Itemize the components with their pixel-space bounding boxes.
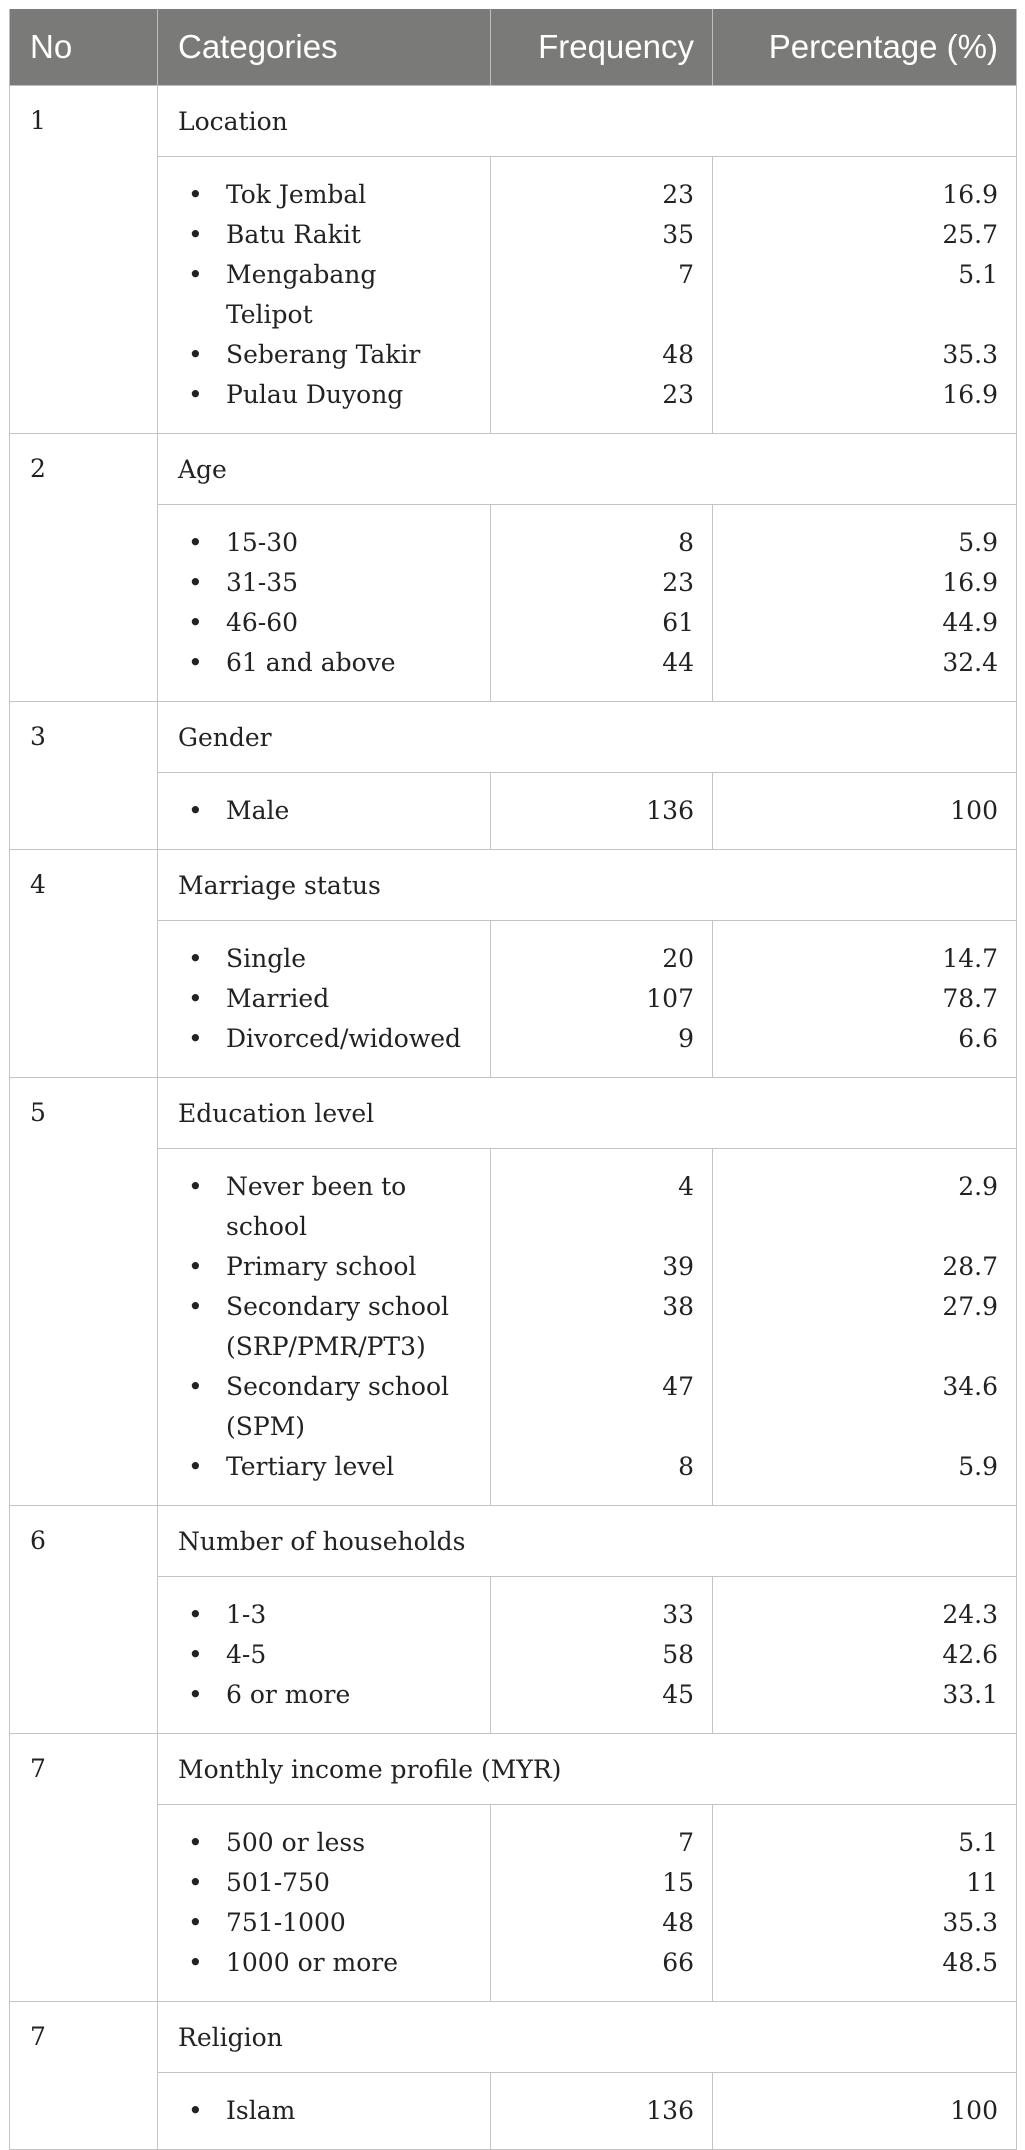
frequency-value: 23 [662, 568, 694, 597]
frequency-cell [491, 921, 713, 1078]
item-label: Married [226, 984, 330, 1013]
frequency-value: 23 [662, 180, 694, 209]
item-labels-cell [158, 1805, 491, 2002]
item-label: 501-750 [226, 1868, 330, 1897]
item-label: Tok Jembal [226, 180, 367, 209]
items-row [10, 505, 1017, 702]
bullet-icon: • [188, 1600, 203, 1629]
frequency-value: 15 [662, 1868, 694, 1897]
list-item [188, 1595, 490, 1635]
frequency-value [491, 1207, 694, 1247]
percentage-value: 35.3 [942, 340, 998, 369]
percentage-value: 5.1 [958, 260, 998, 289]
list-item [188, 523, 490, 563]
frequency-value: 35 [662, 220, 694, 249]
bullet-icon: • [188, 380, 203, 409]
item-label: school [226, 1212, 308, 1241]
list-item [188, 1447, 490, 1487]
category-row [10, 2002, 1017, 2073]
items-row [10, 1149, 1017, 1506]
item-label: 500 or less [226, 1828, 366, 1857]
item-label: Batu Rakit [226, 220, 361, 249]
list-item [188, 1903, 490, 1943]
item-label: Secondary school [226, 1372, 450, 1401]
bullet-icon: • [188, 1024, 203, 1053]
item-labels-cell [158, 157, 491, 434]
frequency-value: 8 [678, 1452, 694, 1481]
category-row [10, 86, 1017, 157]
percentage-value: 33.1 [942, 1680, 998, 1709]
frequency-value: 136 [646, 796, 694, 825]
list-item [188, 335, 490, 375]
frequency-value: 45 [662, 1680, 694, 1709]
percentage-value: 16.9 [942, 180, 998, 209]
list-item [188, 1943, 490, 1983]
category-row [10, 1078, 1017, 1149]
category-label: Location [158, 86, 1017, 157]
header-frequency: Frequency [491, 9, 713, 86]
items-row [10, 773, 1017, 850]
list-item [188, 1287, 490, 1327]
frequency-value: 107 [646, 984, 694, 1013]
percentage-value: 35.3 [942, 1908, 998, 1937]
bullet-icon: • [188, 1252, 203, 1281]
items-row [10, 157, 1017, 434]
frequency-cell [491, 1805, 713, 2002]
percentage-value: 5.1 [958, 1828, 998, 1857]
bullet-icon: • [188, 608, 203, 637]
frequency-cell [491, 1149, 713, 1506]
frequency-value: 33 [662, 1600, 694, 1629]
percentage-cell [713, 1149, 1017, 1506]
item-label: Mengabang [226, 260, 377, 289]
percentage-value: 5.9 [958, 528, 998, 557]
bullet-icon: • [188, 1372, 203, 1401]
frequency-value: 9 [678, 1024, 694, 1053]
item-label: Male [226, 796, 290, 825]
row-number: 7 [10, 1734, 158, 2002]
percentage-value: 32.4 [942, 648, 998, 677]
frequency-value [491, 1327, 694, 1367]
item-labels-cell [158, 2073, 491, 2150]
item-label: (SRP/PMR/PT3) [226, 1332, 426, 1361]
frequency-value: 7 [678, 1828, 694, 1857]
item-label: Primary school [226, 1252, 417, 1281]
list-item [188, 175, 490, 215]
bullet-icon: • [188, 260, 203, 289]
row-number: 3 [10, 702, 158, 850]
list-item [188, 1207, 490, 1247]
row-number: 6 [10, 1506, 158, 1734]
list-item [188, 1367, 490, 1407]
list-item [188, 1327, 490, 1367]
percentage-value: 27.9 [942, 1292, 998, 1321]
list-item [188, 375, 490, 415]
percentage-value [713, 295, 998, 335]
bullet-icon: • [188, 1908, 203, 1937]
bullet-icon: • [188, 220, 203, 249]
category-label: Education level [158, 1078, 1017, 1149]
percentage-value [713, 1207, 998, 1247]
item-labels-cell [158, 505, 491, 702]
bullet-icon: • [188, 944, 203, 973]
list-item [188, 939, 490, 979]
demographics-table [9, 9, 1017, 2150]
frequency-value: 23 [662, 380, 694, 409]
item-labels-cell [158, 1149, 491, 1506]
category-row [10, 702, 1017, 773]
bullet-icon: • [188, 796, 203, 825]
bullet-icon: • [188, 1172, 203, 1201]
frequency-cell [491, 2073, 713, 2150]
bullet-icon: • [188, 568, 203, 597]
category-label: Gender [158, 702, 1017, 773]
frequency-value: 66 [662, 1948, 694, 1977]
list-item [188, 603, 490, 643]
percentage-cell [713, 773, 1017, 850]
percentage-cell [713, 157, 1017, 434]
category-row [10, 850, 1017, 921]
frequency-value [491, 295, 694, 335]
row-number: 4 [10, 850, 158, 1078]
list-item [188, 2091, 490, 2131]
frequency-cell [491, 157, 713, 434]
bullet-icon: • [188, 340, 203, 369]
row-number: 1 [10, 86, 158, 434]
item-labels-cell [158, 1577, 491, 1734]
frequency-cell [491, 505, 713, 702]
category-row [10, 1506, 1017, 1577]
list-item [188, 1167, 490, 1207]
item-label: 1-3 [226, 1600, 267, 1629]
frequency-value: 48 [662, 340, 694, 369]
frequency-value: 7 [678, 260, 694, 289]
item-label: Pulau Duyong [226, 380, 404, 409]
percentage-cell [713, 921, 1017, 1078]
item-label: Secondary school [226, 1292, 450, 1321]
list-item [188, 295, 490, 335]
percentage-value: 28.7 [942, 1252, 998, 1281]
list-item [188, 215, 490, 255]
item-label: Divorced/widowed [226, 1024, 462, 1053]
bullet-icon: • [188, 528, 203, 557]
frequency-value: 61 [662, 608, 694, 637]
percentage-value: 78.7 [942, 984, 998, 1013]
row-number: 5 [10, 1078, 158, 1506]
bullet-icon: • [188, 2096, 203, 2125]
row-number: 2 [10, 434, 158, 702]
percentage-value: 25.7 [942, 220, 998, 249]
row-number: 7 [10, 2002, 158, 2150]
percentage-value: 14.7 [942, 944, 998, 973]
list-item [188, 1407, 490, 1447]
item-labels-cell [158, 921, 491, 1078]
percentage-value: 100 [950, 796, 998, 825]
percentage-value [713, 1327, 998, 1367]
frequency-value: 44 [662, 648, 694, 677]
percentage-cell [713, 2073, 1017, 2150]
frequency-cell [491, 1577, 713, 1734]
bullet-icon: • [188, 1868, 203, 1897]
percentage-value: 34.6 [942, 1372, 998, 1401]
list-item [188, 1635, 490, 1675]
bullet-icon: • [188, 984, 203, 1013]
frequency-value: 47 [662, 1372, 694, 1401]
item-label: 4-5 [226, 1640, 267, 1669]
percentage-cell [713, 1577, 1017, 1734]
category-label: Religion [158, 2002, 1017, 2073]
percentage-cell [713, 1805, 1017, 2002]
frequency-value [491, 1407, 694, 1447]
category-row [10, 1734, 1017, 1805]
header-no: No [10, 9, 158, 86]
list-item [188, 643, 490, 683]
percentage-value: 48.5 [942, 1948, 998, 1977]
header-percentage: Percentage (%) [713, 9, 1017, 86]
percentage-value [713, 1407, 998, 1447]
percentage-value: 11 [966, 1868, 998, 1897]
frequency-value: 38 [662, 1292, 694, 1321]
item-label: (SPM) [226, 1412, 306, 1441]
item-label: Single [226, 944, 307, 973]
category-label: Marriage status [158, 850, 1017, 921]
list-item [188, 1823, 490, 1863]
item-label: Tertiary level [226, 1452, 395, 1481]
header-row [10, 9, 1017, 86]
frequency-value: 20 [662, 944, 694, 973]
bullet-icon: • [188, 180, 203, 209]
list-item [188, 1675, 490, 1715]
list-item [188, 1019, 490, 1059]
percentage-value: 16.9 [942, 380, 998, 409]
item-label: 61 and above [226, 648, 396, 677]
percentage-value: 6.6 [958, 1024, 998, 1053]
frequency-value: 58 [662, 1640, 694, 1669]
item-label: Islam [226, 2096, 296, 2125]
frequency-cell [491, 773, 713, 850]
item-label: 31-35 [226, 568, 299, 597]
list-item [188, 1863, 490, 1903]
item-label: Telipot [226, 300, 313, 329]
header-categories: Categories [158, 9, 491, 86]
category-label: Monthly income profile (MYR) [158, 1734, 1017, 1805]
percentage-value: 16.9 [942, 568, 998, 597]
frequency-value: 136 [646, 2096, 694, 2125]
percentage-value: 5.9 [958, 1452, 998, 1481]
items-row [10, 2073, 1017, 2150]
frequency-value: 4 [678, 1172, 694, 1201]
table-body [10, 86, 1017, 2150]
item-label: Seberang Takir [226, 340, 421, 369]
list-item [188, 1247, 490, 1287]
percentage-value: 100 [950, 2096, 998, 2125]
category-row [10, 434, 1017, 505]
frequency-value: 39 [662, 1252, 694, 1281]
bullet-icon: • [188, 1640, 203, 1669]
item-label: 46-60 [226, 608, 299, 637]
category-label: Number of households [158, 1506, 1017, 1577]
percentage-value: 24.3 [942, 1600, 998, 1629]
frequency-value: 8 [678, 528, 694, 557]
items-row [10, 921, 1017, 1078]
bullet-icon: • [188, 1292, 203, 1321]
bullet-icon: • [188, 1680, 203, 1709]
item-label: 751-1000 [226, 1908, 346, 1937]
item-label: 6 or more [226, 1680, 351, 1709]
category-label: Age [158, 434, 1017, 505]
items-row [10, 1577, 1017, 1734]
item-label: 15-30 [226, 528, 299, 557]
item-label: 1000 or more [226, 1948, 399, 1977]
bullet-icon: • [188, 1828, 203, 1857]
percentage-value: 42.6 [942, 1640, 998, 1669]
bullet-icon: • [188, 1948, 203, 1977]
bullet-icon: • [188, 648, 203, 677]
list-item [188, 791, 490, 831]
percentage-cell [713, 505, 1017, 702]
items-row [10, 1805, 1017, 2002]
item-label: Never been to [226, 1172, 407, 1201]
list-item [188, 563, 490, 603]
percentage-value: 44.9 [942, 608, 998, 637]
bullet-icon: • [188, 1452, 203, 1481]
item-labels-cell [158, 773, 491, 850]
list-item [188, 255, 490, 295]
percentage-value: 2.9 [958, 1172, 998, 1201]
list-item [188, 979, 490, 1019]
frequency-value: 48 [662, 1908, 694, 1937]
